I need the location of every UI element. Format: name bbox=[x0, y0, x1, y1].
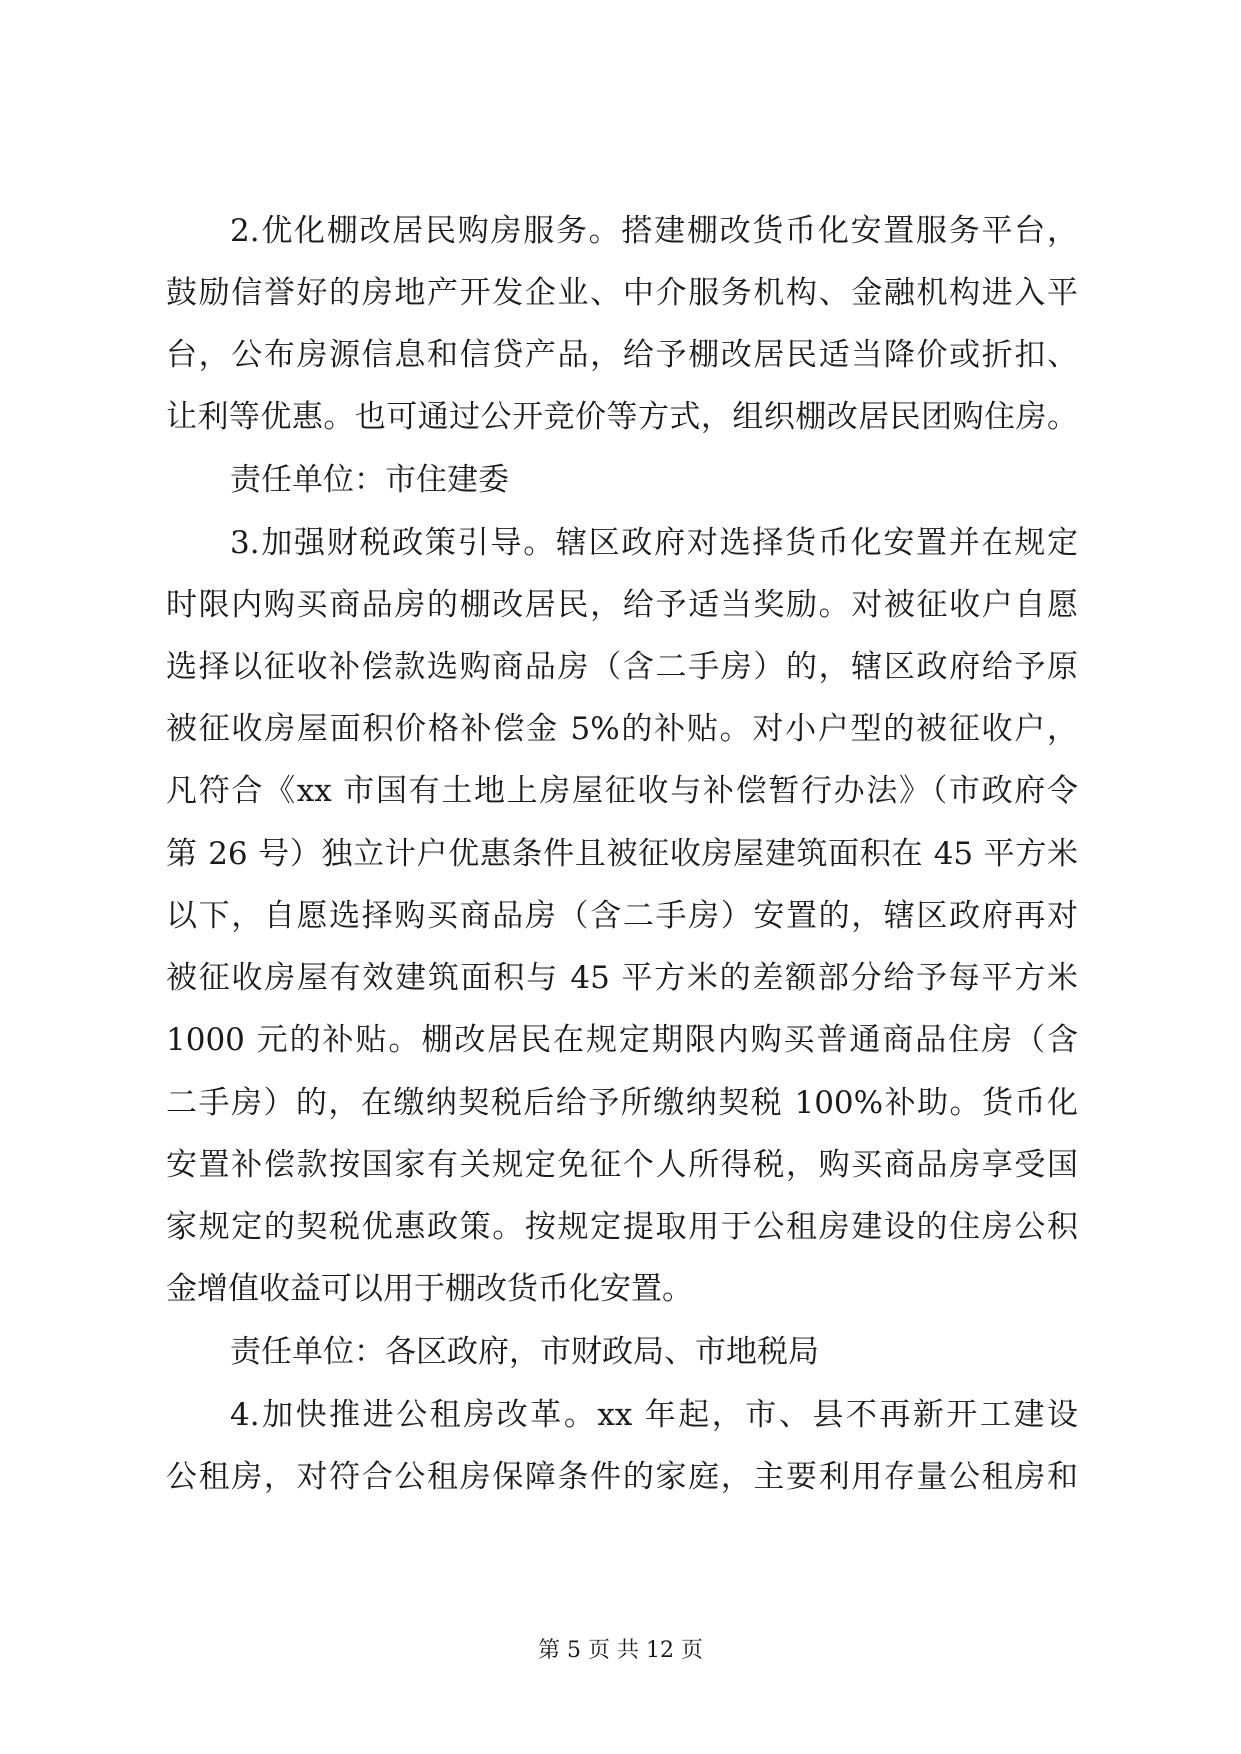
paragraph-line: 二手房）的，在缴纳契税后给予所缴纳契税 100%补助。货币化 bbox=[166, 1085, 1078, 1121]
paragraph-line: 台，公布房源信息和信贷产品，给予棚改居民适当降价或折扣、 bbox=[166, 337, 1078, 373]
paragraph-line: 以下，自愿选择购买商品房（含二手房）安置的，辖区政府再对 bbox=[166, 898, 1078, 934]
page-footer: 第 5 页 共 12 页 bbox=[538, 1638, 703, 1663]
paragraph-line: 安置补偿款按国家有关规定免征个人所得税，购买商品房享受国 bbox=[166, 1147, 1078, 1183]
paragraph-line: 3.加强财税政策引导。辖区政府对选择货币化安置并在规定 bbox=[230, 525, 1078, 561]
paragraph-line: 第 26 号）独立计户优惠条件且被征收房屋建筑面积在 45 平方米 bbox=[166, 836, 1078, 872]
paragraph-line: 被征收房屋有效建筑面积与 45 平方米的差额部分给予每平方米 bbox=[166, 960, 1078, 996]
paragraph-line: 被征收房屋面积价格补偿金 5%的补贴。对小户型的被征收户， bbox=[166, 711, 1078, 747]
responsible-unit-line: 责任单位：各区政府，市财政局、市地税局 bbox=[230, 1334, 819, 1370]
paragraph-line: 4.加快推进公租房改革。xx 年起，市、县不再新开工建设 bbox=[230, 1397, 1078, 1433]
paragraph-line: 凡符合《xx 市国有土地上房屋征收与补偿暂行办法》（市政府令 bbox=[166, 773, 1078, 809]
responsible-unit-line: 责任单位：市住建委 bbox=[230, 462, 509, 498]
paragraph-line: 1000 元的补贴。棚改居民在规定期限内购买普通商品住房（含 bbox=[166, 1022, 1078, 1058]
paragraph-line: 公租房，对符合公租房保障条件的家庭，主要利用存量公租房和 bbox=[166, 1459, 1078, 1495]
paragraph-line: 2.优化棚改居民购房服务。搭建棚改货币化安置服务平台， bbox=[230, 213, 1078, 249]
paragraph-line: 家规定的契税优惠政策。按规定提取用于公租房建设的住房公积 bbox=[166, 1209, 1078, 1245]
paragraph-line: 时限内购买商品房的棚改居民，给予适当奖励。对被征收户自愿 bbox=[166, 587, 1078, 623]
paragraph-line: 金增值收益可以用于棚改货币化安置。 bbox=[166, 1271, 693, 1307]
paragraph-line: 鼓励信誉好的房地产开发企业、中介服务机构、金融机构进入平 bbox=[166, 275, 1078, 311]
paragraph-line: 让利等优惠。也可通过公开竞价等方式，组织棚改居民团购住房。 bbox=[166, 399, 1078, 435]
paragraph-line: 选择以征收补偿款选购商品房（含二手房）的，辖区政府给予原 bbox=[166, 649, 1078, 685]
